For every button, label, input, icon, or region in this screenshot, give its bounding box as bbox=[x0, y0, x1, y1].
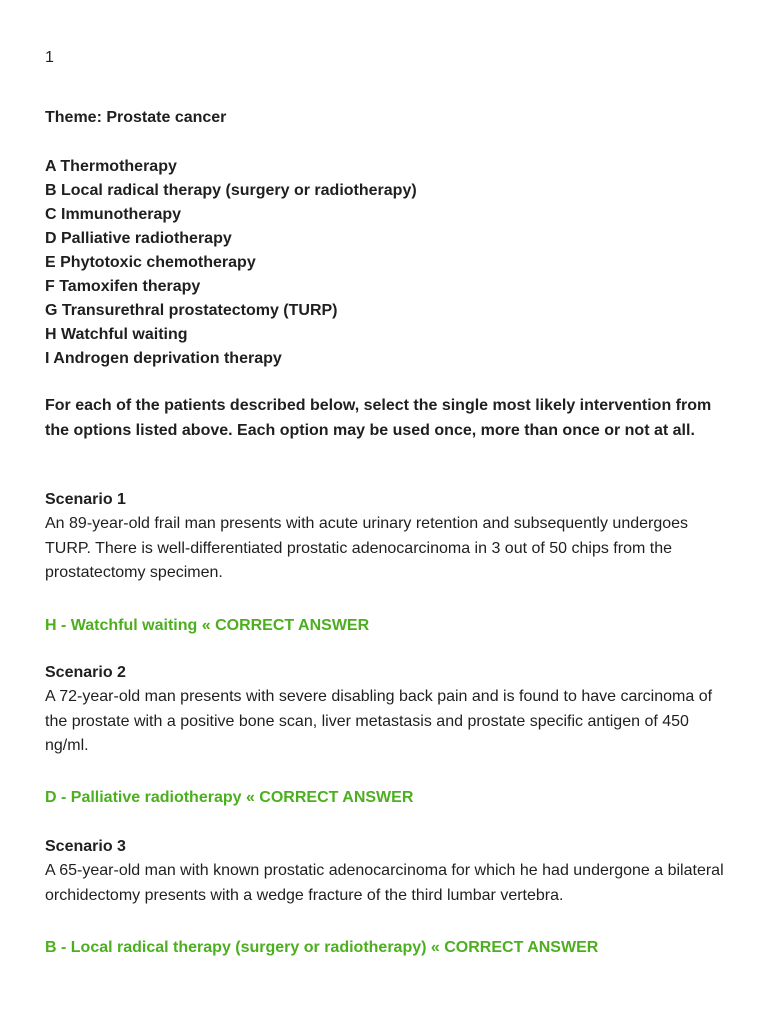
options-list bbox=[45, 155, 417, 371]
scenario-3-title: Scenario 3 bbox=[45, 838, 126, 855]
option-i: I Androgen deprivation therapy bbox=[45, 350, 282, 367]
scenario-1-answer: H - Watchful waiting « CORRECT ANSWER bbox=[45, 617, 370, 634]
scenario-3-text: A 65-year-old man with known prostatic adenocarcinoma for which he had undergone a bilateral orchidectomy presents with a wedge fracture of the third lumbar vertebra. bbox=[45, 862, 724, 904]
scenario-2-text: A 72-year-old man presents with severe disabling back pain and is found to have carcinoma of the prostate with a positive bone scan, liver metastasis and prostate specific antigen of 450 ng/ml. bbox=[45, 688, 713, 754]
option-c: C Immunotherapy bbox=[45, 206, 182, 223]
option-e: E Phytotoxic chemotherapy bbox=[45, 254, 256, 271]
option-b: B Local radical therapy (surgery or radiotherapy) bbox=[45, 182, 417, 199]
theme-heading: Theme: Prostate cancer bbox=[45, 109, 227, 126]
scenario-1-title: Scenario 1 bbox=[45, 491, 126, 508]
option-h: H Watchful waiting bbox=[45, 326, 188, 343]
option-g: G Transurethral prostatectomy (TURP) bbox=[45, 302, 338, 319]
option-d: D Palliative radiotherapy bbox=[45, 230, 232, 247]
page-number: 1 bbox=[45, 49, 54, 66]
option-f: F Tamoxifen therapy bbox=[45, 278, 201, 295]
option-a: A Thermotherapy bbox=[45, 158, 177, 175]
scenario-2-answer: D - Palliative radiotherapy « CORRECT ANSWER bbox=[45, 789, 414, 806]
scenario-3-answer: B - Local radical therapy (surgery or radiotherapy) « CORRECT ANSWER bbox=[45, 939, 599, 956]
instructions: For each of the patients described below, select the single most likely intervention from the options listed above. Each option may be used once, more than once or not at all. bbox=[45, 397, 712, 439]
scenario-2-title: Scenario 2 bbox=[45, 664, 126, 681]
scenario-1-text: An 89-year-old frail man presents with acute urinary retention and subsequently undergoes TURP. There is well-differentiated prostatic adenocarcinoma in 3 out of 50 chips from the prostatectomy specimen. bbox=[45, 515, 689, 581]
